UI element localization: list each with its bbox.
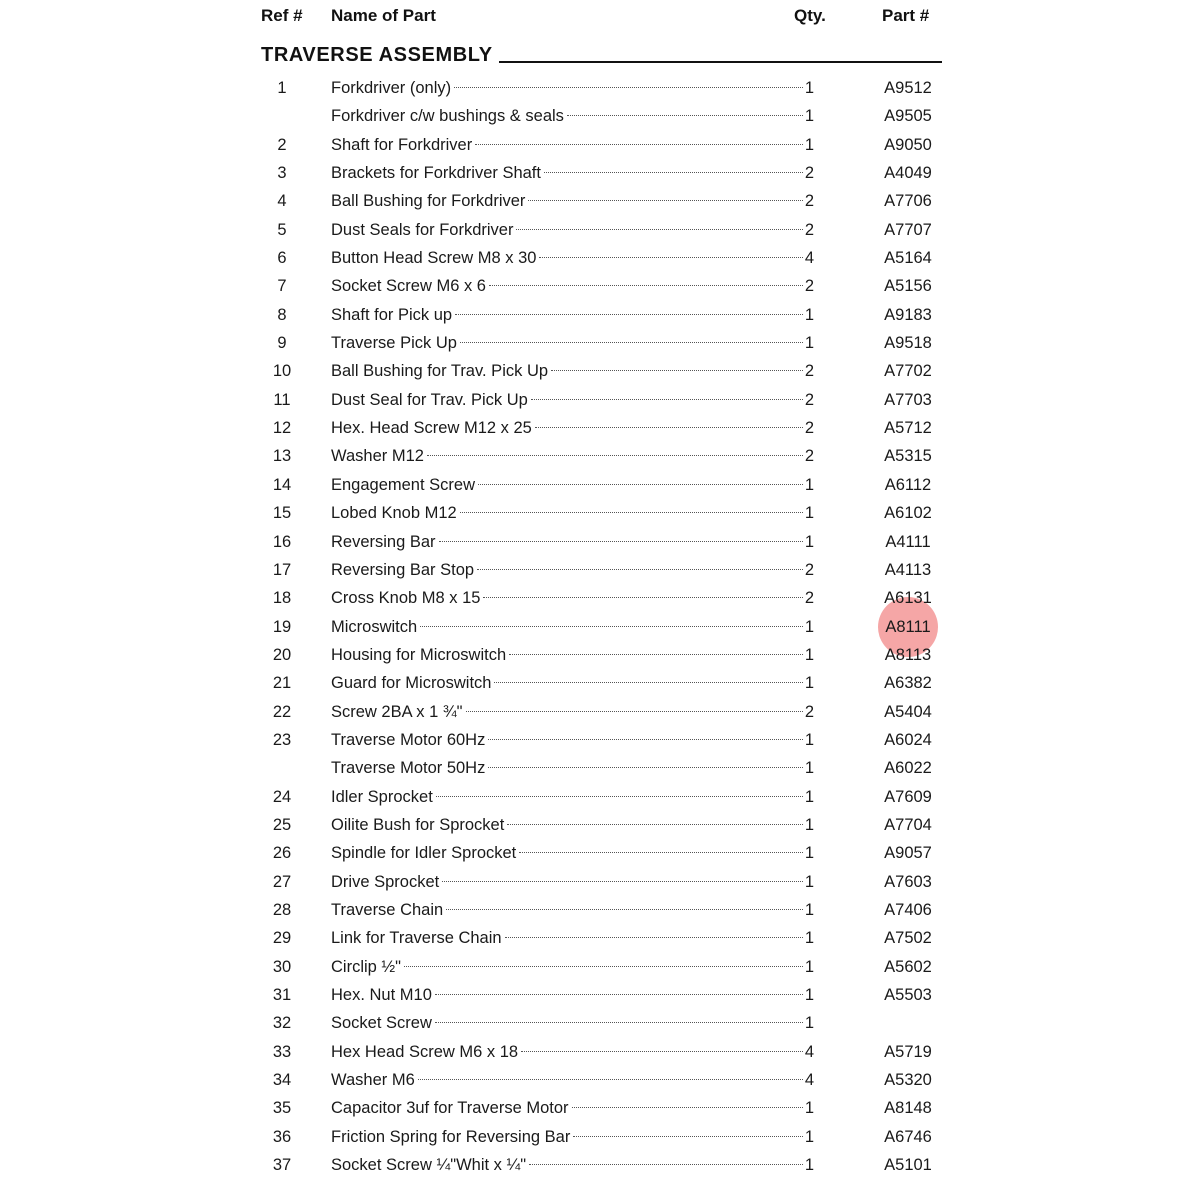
part-name: Socket Screw ¼"Whit x ¼" bbox=[331, 1156, 527, 1175]
part-name-cell bbox=[331, 726, 814, 754]
dot-leader bbox=[420, 626, 803, 627]
dot-leader bbox=[478, 484, 803, 485]
dot-leader bbox=[488, 739, 802, 740]
part-number: A7406 bbox=[884, 900, 932, 919]
part-name-cell bbox=[331, 1066, 814, 1094]
quantity: 4 bbox=[804, 1071, 814, 1090]
part-name: Hex. Nut M10 bbox=[331, 986, 432, 1004]
part-name-cell bbox=[331, 1038, 814, 1066]
part-name: Screw 2BA x 1 ¾" bbox=[331, 702, 463, 721]
table-row bbox=[0, 102, 1200, 130]
part-name-cell bbox=[331, 783, 814, 811]
part-name: Idler Sprocket bbox=[331, 787, 433, 806]
part-name: Hex Head Screw M6 x 18 bbox=[331, 1042, 519, 1061]
part-name-cell bbox=[331, 584, 814, 612]
part-name: Socket Screw bbox=[331, 1014, 432, 1033]
ref-number: 17 bbox=[272, 560, 292, 579]
table-row bbox=[0, 499, 1200, 527]
ref-number: 20 bbox=[272, 645, 292, 664]
quantity: 1 bbox=[804, 929, 814, 948]
ref-number: 9 bbox=[277, 334, 287, 353]
quantity: 2 bbox=[804, 589, 814, 608]
part-name: Washer M12 bbox=[331, 447, 424, 466]
dot-leader bbox=[446, 909, 803, 910]
part-name-cell bbox=[331, 556, 814, 584]
part-name-cell bbox=[331, 1094, 814, 1122]
part-name: Capacitor 3uf for Traverse Motor bbox=[331, 1099, 569, 1118]
quantity: 1 bbox=[804, 504, 814, 523]
part-name: Spindle for Idler Sprocket bbox=[331, 844, 517, 863]
part-number: A8111 bbox=[885, 617, 931, 636]
part-number: A9518 bbox=[884, 334, 932, 353]
dot-leader bbox=[505, 937, 803, 938]
dot-leader bbox=[418, 1079, 803, 1080]
quantity: 2 bbox=[804, 220, 814, 239]
part-name: Friction Spring for Reversing Bar bbox=[331, 1127, 571, 1146]
quantity: 1 bbox=[804, 787, 814, 806]
part-number: A5320 bbox=[884, 1071, 932, 1090]
ref-number: 21 bbox=[272, 674, 292, 693]
dot-leader bbox=[455, 314, 803, 315]
quantity: 1 bbox=[804, 1156, 814, 1175]
part-name-cell bbox=[331, 1123, 814, 1151]
table-row bbox=[0, 613, 1200, 641]
part-number: A7704 bbox=[884, 815, 932, 834]
ref-number: 16 bbox=[272, 532, 292, 551]
table-row bbox=[0, 244, 1200, 272]
part-number: A5156 bbox=[884, 277, 932, 296]
part-name-cell bbox=[331, 301, 814, 329]
dot-leader bbox=[494, 682, 802, 683]
quantity: 2 bbox=[804, 164, 814, 183]
ref-number: 35 bbox=[272, 1099, 292, 1118]
table-row bbox=[0, 1094, 1200, 1122]
part-name-cell bbox=[331, 244, 814, 272]
dot-leader bbox=[483, 597, 802, 598]
part-name: Oilite Bush for Sprocket bbox=[331, 815, 505, 834]
dot-leader bbox=[528, 200, 802, 201]
dot-leader bbox=[454, 87, 803, 88]
table-row bbox=[0, 357, 1200, 385]
ref-number: 30 bbox=[272, 957, 292, 976]
part-name-cell bbox=[331, 896, 814, 924]
quantity: 2 bbox=[804, 560, 814, 579]
part-name: Lobed Knob M12 bbox=[331, 504, 457, 523]
table-row bbox=[0, 924, 1200, 952]
table-row bbox=[0, 641, 1200, 669]
ref-number: 18 bbox=[272, 589, 292, 608]
ref-number: 32 bbox=[272, 1014, 292, 1033]
table-row bbox=[0, 272, 1200, 300]
part-name-cell bbox=[331, 953, 814, 981]
ref-number: 5 bbox=[277, 220, 287, 239]
quantity: 1 bbox=[804, 475, 814, 494]
quantity: 1 bbox=[804, 815, 814, 834]
part-number: A8148 bbox=[884, 1099, 932, 1118]
table-row bbox=[0, 301, 1200, 329]
part-name: Shaft for Forkdriver bbox=[331, 135, 473, 154]
ref-number: 31 bbox=[272, 986, 292, 1004]
part-name-cell bbox=[331, 1009, 814, 1037]
table-row bbox=[0, 414, 1200, 442]
ref-number: 36 bbox=[272, 1127, 292, 1146]
section-rule bbox=[499, 61, 942, 63]
part-name-cell bbox=[331, 528, 814, 556]
dot-leader bbox=[531, 399, 803, 400]
dot-leader bbox=[435, 994, 803, 995]
part-number: A6131 bbox=[884, 589, 932, 608]
part-name: Circlip ½" bbox=[331, 957, 402, 976]
part-name: Button Head Screw M8 x 30 bbox=[331, 249, 537, 268]
quantity: 1 bbox=[804, 759, 814, 778]
part-name-cell bbox=[331, 811, 814, 839]
part-name-cell bbox=[331, 357, 814, 385]
table-row bbox=[0, 442, 1200, 470]
part-name-cell bbox=[331, 216, 814, 244]
dot-leader bbox=[404, 966, 803, 967]
part-number: A5404 bbox=[884, 702, 932, 721]
quantity: 2 bbox=[804, 192, 814, 211]
part-name: Shaft for Pick up bbox=[331, 305, 453, 324]
part-name: Dust Seals for Forkdriver bbox=[331, 220, 514, 239]
part-number: A4049 bbox=[884, 164, 932, 183]
quantity: 1 bbox=[804, 532, 814, 551]
part-name: Traverse Motor 60Hz bbox=[331, 730, 486, 749]
part-name: Forkdriver (only) bbox=[331, 79, 452, 97]
ref-number: 28 bbox=[272, 900, 292, 919]
section-title: TRAVERSE ASSEMBLY bbox=[261, 44, 493, 66]
part-number: A5315 bbox=[884, 447, 932, 466]
part-number: A6382 bbox=[884, 674, 932, 693]
ref-number: 8 bbox=[277, 305, 287, 324]
column-header-qty: Qty. bbox=[794, 6, 826, 25]
part-number: A7609 bbox=[884, 787, 932, 806]
part-number: A9057 bbox=[884, 844, 932, 863]
part-number: A5101 bbox=[884, 1156, 932, 1175]
quantity: 1 bbox=[804, 674, 814, 693]
dot-leader bbox=[488, 767, 802, 768]
part-name-cell bbox=[331, 131, 814, 159]
quantity: 1 bbox=[804, 1099, 814, 1118]
part-name-cell bbox=[331, 471, 814, 499]
table-row bbox=[0, 783, 1200, 811]
part-number: A7706 bbox=[884, 192, 932, 211]
part-name: Microswitch bbox=[331, 617, 418, 636]
quantity: 1 bbox=[804, 844, 814, 863]
table-row bbox=[0, 1066, 1200, 1094]
dot-leader bbox=[507, 824, 802, 825]
table-row bbox=[0, 131, 1200, 159]
part-number: A9505 bbox=[884, 107, 932, 126]
quantity: 2 bbox=[804, 277, 814, 296]
part-name: Socket Screw M6 x 6 bbox=[331, 277, 486, 296]
part-number: A7603 bbox=[884, 872, 932, 891]
part-number: A5164 bbox=[884, 249, 932, 268]
part-name: Washer M6 bbox=[331, 1071, 415, 1090]
ref-number: 34 bbox=[272, 1071, 292, 1090]
dot-leader bbox=[539, 257, 802, 258]
quantity: 2 bbox=[804, 447, 814, 466]
part-name-cell bbox=[331, 698, 814, 726]
ref-number: 26 bbox=[272, 844, 292, 863]
part-name: Reversing Bar Stop bbox=[331, 560, 475, 579]
table-row bbox=[0, 584, 1200, 612]
part-name-cell bbox=[331, 102, 814, 130]
table-row bbox=[0, 698, 1200, 726]
part-name-cell bbox=[331, 159, 814, 187]
ref-number: 27 bbox=[272, 872, 292, 891]
dot-leader bbox=[519, 852, 803, 853]
part-name-cell bbox=[331, 613, 814, 641]
part-name: Traverse Chain bbox=[331, 900, 444, 919]
dot-leader bbox=[442, 881, 803, 882]
part-name: Cross Knob M8 x 15 bbox=[331, 589, 481, 608]
quantity: 2 bbox=[804, 702, 814, 721]
table-row bbox=[0, 528, 1200, 556]
part-number: A6746 bbox=[884, 1127, 932, 1146]
ref-number: 7 bbox=[277, 277, 287, 296]
quantity: 4 bbox=[804, 1042, 814, 1061]
part-name: Dust Seal for Trav. Pick Up bbox=[331, 390, 528, 409]
parts-table bbox=[0, 74, 1200, 1179]
quantity: 2 bbox=[804, 362, 814, 381]
part-name-cell bbox=[331, 414, 814, 442]
part-number: A4111 bbox=[885, 532, 931, 551]
dot-leader bbox=[460, 512, 803, 513]
dot-leader bbox=[529, 1164, 803, 1165]
ref-number: 14 bbox=[272, 475, 292, 494]
quantity: 2 bbox=[804, 390, 814, 409]
table-row bbox=[0, 839, 1200, 867]
ref-number: 2 bbox=[277, 135, 287, 154]
dot-leader bbox=[516, 229, 802, 230]
dot-leader bbox=[427, 455, 803, 456]
part-number: A5503 bbox=[884, 986, 932, 1004]
part-name-cell bbox=[331, 754, 814, 782]
quantity: 1 bbox=[804, 986, 814, 1004]
ref-number: 13 bbox=[272, 447, 292, 466]
column-header-part: Part # bbox=[882, 6, 930, 25]
ref-number: 22 bbox=[272, 702, 292, 721]
quantity: 1 bbox=[804, 957, 814, 976]
table-row bbox=[0, 1151, 1200, 1179]
part-number: A5719 bbox=[884, 1042, 932, 1061]
quantity: 1 bbox=[804, 1014, 814, 1033]
quantity: 2 bbox=[804, 419, 814, 438]
dot-leader bbox=[475, 144, 803, 145]
quantity: 1 bbox=[804, 1127, 814, 1146]
quantity: 1 bbox=[804, 617, 814, 636]
ref-number: 10 bbox=[272, 362, 292, 381]
part-number: A9512 bbox=[884, 79, 932, 97]
column-header-ref: Ref # bbox=[261, 6, 303, 25]
table-row bbox=[0, 669, 1200, 697]
quantity: 4 bbox=[804, 249, 814, 268]
table-row bbox=[0, 216, 1200, 244]
dot-leader bbox=[567, 115, 803, 116]
table-row bbox=[0, 1038, 1200, 1066]
part-name-cell bbox=[331, 386, 814, 414]
table-row bbox=[0, 953, 1200, 981]
quantity: 1 bbox=[804, 645, 814, 664]
dot-leader bbox=[573, 1136, 802, 1137]
ref-number: 25 bbox=[272, 815, 292, 834]
table-row bbox=[0, 187, 1200, 215]
part-number: A7703 bbox=[884, 390, 932, 409]
quantity: 1 bbox=[804, 305, 814, 324]
part-name: Forkdriver c/w bushings & seals bbox=[331, 107, 564, 126]
ref-number: 12 bbox=[272, 419, 292, 438]
dot-leader bbox=[477, 569, 803, 570]
part-number: A5712 bbox=[884, 419, 932, 438]
ref-number: 1 bbox=[277, 79, 287, 97]
part-name-cell bbox=[331, 442, 814, 470]
part-name-cell bbox=[331, 839, 814, 867]
part-name: Reversing Bar bbox=[331, 532, 436, 551]
dot-leader bbox=[535, 427, 803, 428]
ref-number: 4 bbox=[277, 192, 287, 211]
quantity: 1 bbox=[804, 107, 814, 126]
section-heading bbox=[261, 44, 942, 67]
table-row bbox=[0, 1009, 1200, 1037]
dot-leader bbox=[509, 654, 803, 655]
ref-number: 19 bbox=[272, 617, 292, 636]
dot-leader bbox=[544, 172, 803, 173]
part-number: A9050 bbox=[884, 135, 932, 154]
dot-leader bbox=[572, 1107, 803, 1108]
quantity: 1 bbox=[804, 135, 814, 154]
table-row bbox=[0, 386, 1200, 414]
part-name: Brackets for Forkdriver Shaft bbox=[331, 164, 541, 183]
dot-leader bbox=[439, 541, 803, 542]
ref-number: 3 bbox=[277, 164, 287, 183]
part-name-cell bbox=[331, 272, 814, 300]
table-row bbox=[0, 1123, 1200, 1151]
part-name: Housing for Microswitch bbox=[331, 645, 507, 664]
part-number: A6022 bbox=[884, 759, 932, 778]
dot-leader bbox=[436, 796, 803, 797]
column-header-name: Name of Part bbox=[331, 6, 436, 25]
part-name-cell bbox=[331, 1151, 814, 1179]
table-row bbox=[0, 556, 1200, 584]
part-name: Hex. Head Screw M12 x 25 bbox=[331, 419, 532, 438]
quantity: 1 bbox=[804, 872, 814, 891]
part-name: Engagement Screw bbox=[331, 475, 475, 494]
ref-number: 23 bbox=[272, 730, 292, 749]
quantity: 1 bbox=[804, 334, 814, 353]
table-row bbox=[0, 811, 1200, 839]
part-name: Ball Bushing for Trav. Pick Up bbox=[331, 362, 549, 381]
dot-leader bbox=[521, 1051, 803, 1052]
part-number: A9183 bbox=[884, 305, 932, 324]
part-name-cell bbox=[331, 924, 814, 952]
part-name-cell bbox=[331, 499, 814, 527]
part-number: A5602 bbox=[884, 957, 932, 976]
quantity: 1 bbox=[804, 730, 814, 749]
part-name: Link for Traverse Chain bbox=[331, 929, 502, 948]
part-number: A4113 bbox=[884, 560, 932, 579]
part-name: Traverse Pick Up bbox=[331, 334, 457, 353]
part-name-cell bbox=[331, 981, 814, 1009]
part-number: A7702 bbox=[884, 362, 932, 381]
part-number: A8113 bbox=[884, 645, 932, 664]
ref-number: 33 bbox=[272, 1042, 292, 1061]
part-name: Ball Bushing for Forkdriver bbox=[331, 192, 526, 211]
ref-number: 29 bbox=[272, 929, 292, 948]
quantity: 1 bbox=[804, 79, 814, 97]
dot-leader bbox=[466, 711, 803, 712]
table-row bbox=[0, 981, 1200, 1009]
table-row bbox=[0, 726, 1200, 754]
part-number: A7707 bbox=[884, 220, 932, 239]
table-row bbox=[0, 754, 1200, 782]
ref-number: 15 bbox=[272, 504, 292, 523]
ref-number: 24 bbox=[272, 787, 292, 806]
dot-leader bbox=[435, 1022, 803, 1023]
dot-leader bbox=[460, 342, 803, 343]
ref-number: 37 bbox=[272, 1156, 292, 1175]
table-row bbox=[0, 329, 1200, 357]
dot-leader bbox=[489, 285, 803, 286]
part-name: Guard for Microswitch bbox=[331, 674, 492, 693]
part-number: A6112 bbox=[884, 475, 932, 494]
quantity: 1 bbox=[804, 900, 814, 919]
part-number: A6102 bbox=[884, 504, 932, 523]
part-name-cell bbox=[331, 868, 814, 896]
part-name-cell bbox=[331, 187, 814, 215]
part-number: A6024 bbox=[884, 730, 932, 749]
part-name-cell bbox=[331, 669, 814, 697]
table-row bbox=[0, 471, 1200, 499]
table-row bbox=[0, 896, 1200, 924]
part-number: A7502 bbox=[884, 929, 932, 948]
part-name-cell bbox=[331, 74, 814, 102]
ref-number: 11 bbox=[273, 390, 291, 409]
table-row bbox=[0, 868, 1200, 896]
part-name: Traverse Motor 50Hz bbox=[331, 759, 486, 778]
part-name-cell bbox=[331, 329, 814, 357]
ref-number: 6 bbox=[277, 249, 287, 268]
dot-leader bbox=[551, 370, 803, 371]
part-name: Drive Sprocket bbox=[331, 872, 440, 891]
part-name-cell bbox=[331, 641, 814, 669]
table-row bbox=[0, 159, 1200, 187]
table-row bbox=[0, 74, 1200, 102]
